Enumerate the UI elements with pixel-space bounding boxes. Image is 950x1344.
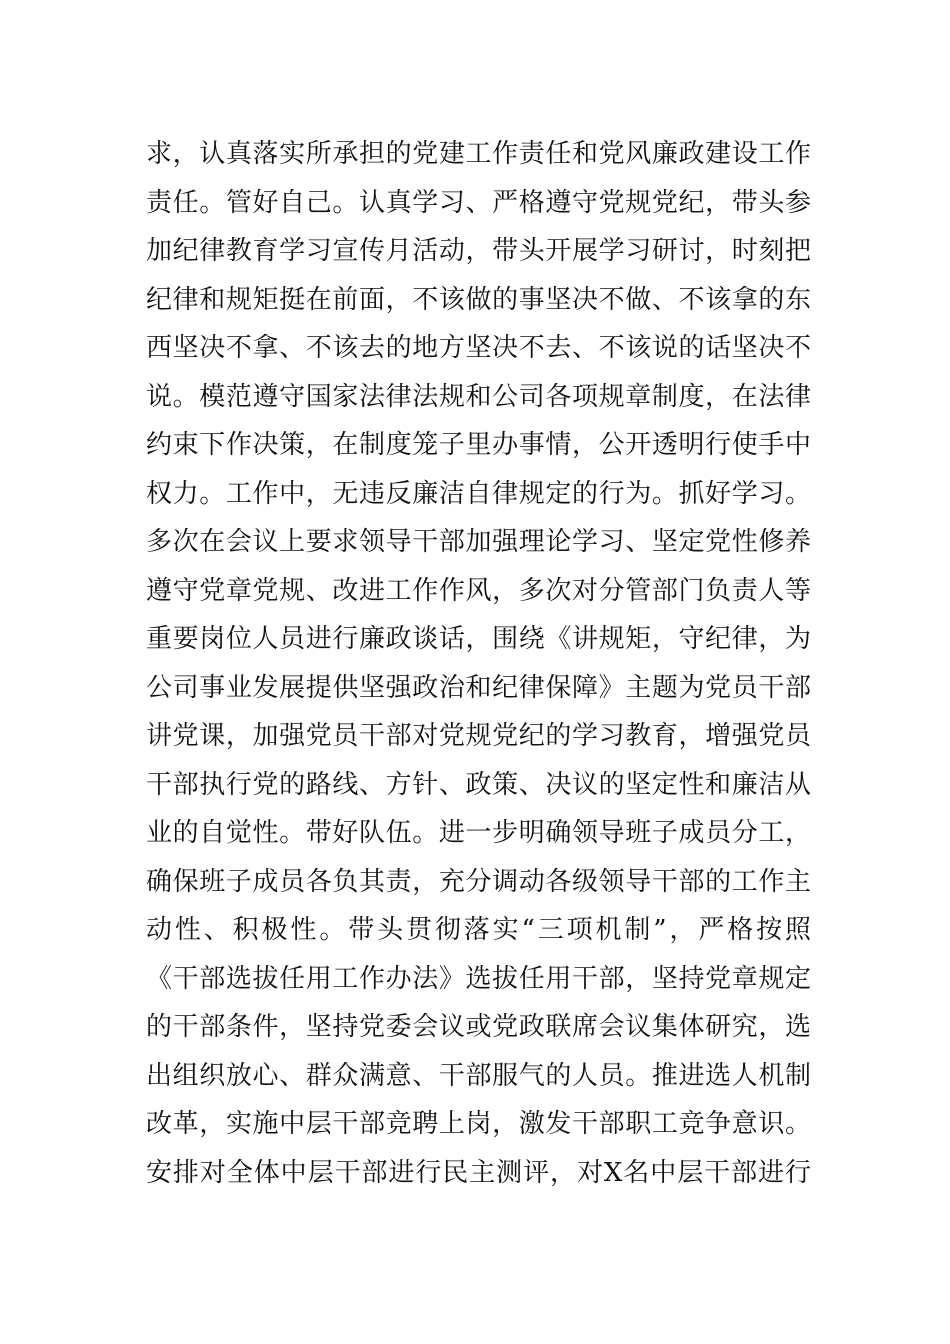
text-line: 求，认真落实所承担的党建工作责任和党风廉政建设工作 — [146, 139, 811, 169]
text-line: 确保班子成员各负其责，充分调动各级领导干部的工作主 — [146, 866, 811, 897]
text-line: 权力。工作中，无违反廉洁自律规定的行为。抓好学习。 — [146, 478, 811, 509]
text-line: 责任。管好自己。认真学习、严格遵守党规党纪，带头参 — [146, 187, 811, 218]
text-line: 重要岗位人员进行廉政谈话，围绕《讲规矩，守纪律，为 — [146, 624, 811, 654]
text-line: 干部执行党的路线、方针、政策、决议的坚定性和廉洁从 — [146, 769, 811, 800]
text-line: 加纪律教育学习宣传月活动，带头开展学习研讨，时刻把 — [146, 236, 811, 266]
text-line: 《干部选拔任用工作办法》选拔任用干部，坚持党章规定 — [146, 963, 811, 994]
text-line: 纪律和规矩挺在前面，不该做的事坚决不做、不该拿的东 — [146, 284, 811, 315]
text-line: 改革，实施中层干部竞聘上岗，激发干部职工竞争意识。 — [146, 1109, 811, 1139]
text-line: 遵守党章党规、改进工作作风，多次对分管部门负责人等 — [146, 575, 811, 606]
text-line: 说。模范遵守国家法律法规和公司各项规章制度，在法律 — [146, 381, 811, 412]
text-line: 业的自觉性。带好队伍。进一步明确领导班子成员分工， — [146, 818, 811, 848]
text-line: 的干部条件，坚持党委会议或党政联席会议集体研究，选 — [146, 1012, 811, 1042]
text-line: 动性、积极性。带头贯彻落实“三项机制”，严格按照 — [146, 915, 811, 945]
text-line: 西坚决不拿、不该去的地方坚决不去、不该说的话坚决不 — [146, 333, 811, 363]
text-line: 安排对全体中层干部进行民主测评，对X名中层干部进行 — [146, 1157, 811, 1188]
body-paragraph — [146, 130, 811, 1197]
text-line: 多次在会议上要求领导干部加强理论学习、坚定党性修养 — [146, 527, 811, 557]
text-line: 公司事业发展提供坚强政治和纪律保障》主题为党员干部 — [146, 672, 811, 703]
text-line: 约束下作决策，在制度笼子里办事情，公开透明行使手中 — [146, 430, 811, 460]
text-line: 讲党课，加强党员干部对党规党纪的学习教育，增强党员 — [146, 721, 811, 751]
text-line: 出组织放心、群众满意、干部服气的人员。推进选人机制 — [146, 1060, 811, 1091]
